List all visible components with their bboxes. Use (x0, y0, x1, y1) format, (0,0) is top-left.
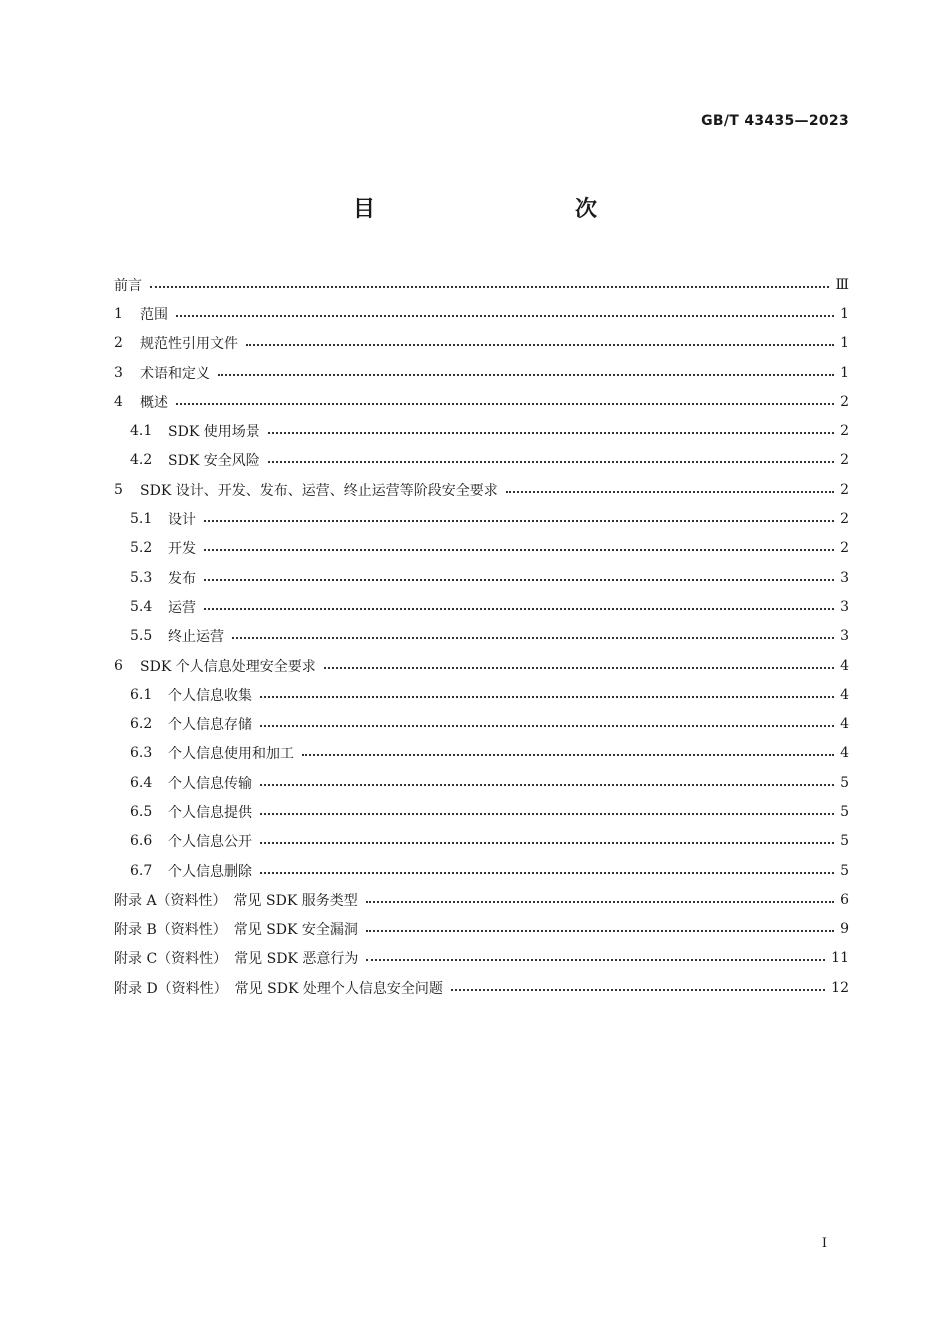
toc-entry-number: 5.2 (130, 540, 153, 557)
toc-dot-leader (260, 872, 834, 874)
toc-entry-label: 个人信息删除 (168, 863, 252, 880)
toc-entry-page: 4 (840, 716, 849, 733)
toc-entry-label: 个人信息收集 (168, 687, 252, 704)
toc-dot-leader (260, 696, 834, 698)
toc-entry-page: 11 (831, 950, 849, 967)
toc-entry-number: 5 (114, 481, 123, 498)
toc-dot-leader (260, 784, 834, 786)
toc-entry-page: 1 (840, 305, 849, 322)
toc-entry-label: 个人信息提供 (168, 804, 252, 821)
toc-entry-number: 6 (114, 657, 123, 674)
toc-entry[interactable] (114, 797, 849, 826)
toc-entry-number: 5.5 (130, 628, 153, 645)
toc-dot-leader (204, 520, 834, 522)
toc-dot-leader (268, 432, 834, 434)
toc-entry-label: SDK 个人信息处理安全要求 (140, 658, 316, 675)
toc-entry[interactable] (114, 915, 849, 944)
toc-entry-page: 2 (840, 423, 849, 440)
toc-entry-page: 1 (840, 364, 849, 381)
toc-dot-leader (366, 959, 825, 961)
toc-entry[interactable] (114, 270, 849, 299)
toc-entry-number: 4.1 (130, 423, 153, 440)
toc-entry-label: 设计 (168, 512, 196, 529)
toc-entry-label: 开发 (168, 541, 196, 558)
toc-entry-label: 个人信息传输 (168, 775, 252, 792)
toc-entry-label: SDK 使用场景 (168, 424, 260, 441)
toc-entry[interactable] (114, 768, 849, 797)
page-number: Ⅰ (821, 1236, 827, 1251)
toc-entry-number: 1 (114, 305, 123, 322)
toc-entry[interactable] (114, 739, 849, 768)
toc-entry[interactable] (114, 563, 849, 592)
toc-entry[interactable] (114, 856, 849, 885)
toc-entry-number: 3 (114, 364, 123, 381)
toc-entry[interactable] (114, 973, 849, 1002)
toc-entry-number: 4 (114, 393, 123, 410)
toc-entry-number: 6.6 (130, 833, 153, 850)
toc-entry-label: 运营 (168, 599, 196, 616)
toc-dot-leader (246, 344, 834, 346)
toc-entry-page: 3 (840, 628, 849, 645)
toc-entry-label: 术语和定义 (140, 365, 210, 382)
toc-dot-leader (260, 725, 834, 727)
toc-entry-page: 4 (840, 657, 849, 674)
toc-dot-leader (302, 754, 834, 756)
toc-entry-number: 6.5 (130, 803, 153, 820)
toc-dot-leader (506, 491, 834, 493)
toc-entry-page: 5 (840, 803, 849, 820)
toc-entry-label: 终止运营 (168, 629, 224, 646)
page-title: 目 次 (352, 197, 649, 222)
toc-entry[interactable] (114, 329, 849, 358)
toc-entry-label: 个人信息使用和加工 (168, 746, 294, 763)
toc-entry-page: 5 (840, 862, 849, 879)
toc-entry-page: 6 (840, 891, 849, 908)
standard-number: GB/T 43435—2023 (701, 113, 849, 129)
toc-entry-page: 2 (840, 511, 849, 528)
toc-entry[interactable] (114, 504, 849, 533)
toc-entry-label: SDK 设计、开发、发布、运营、终止运营等阶段安全要求 (140, 482, 498, 499)
toc-entry-page: 2 (840, 481, 849, 498)
toc-entry-label: 个人信息公开 (168, 834, 252, 851)
toc-entry[interactable] (114, 827, 849, 856)
table-of-contents (114, 270, 849, 1002)
toc-entry-page: 3 (840, 569, 849, 586)
toc-entry-page: 1 (840, 335, 849, 352)
toc-entry-label: 附录 A（资料性） 常见 SDK 服务类型 (114, 892, 358, 909)
toc-entry[interactable] (114, 592, 849, 621)
toc-entry-number: 5.1 (130, 511, 153, 528)
toc-entry-page: Ⅲ (835, 276, 849, 293)
toc-entry-page: 5 (840, 833, 849, 850)
toc-entry-label: 附录 D（资料性） 常见 SDK 处理个人信息安全问题 (114, 980, 443, 997)
toc-entry-page: 12 (831, 979, 849, 996)
toc-dot-leader (204, 549, 834, 551)
toc-entry-label: 范围 (140, 306, 168, 323)
toc-entry-page: 3 (840, 598, 849, 615)
toc-entry-label: SDK 安全风险 (168, 453, 260, 470)
toc-dot-leader (176, 315, 834, 317)
toc-entry[interactable] (114, 446, 849, 475)
toc-dot-leader (150, 286, 829, 288)
toc-entry[interactable] (114, 680, 849, 709)
toc-entry-label: 概述 (140, 394, 168, 411)
toc-entry-number: 6.4 (130, 774, 153, 791)
toc-dot-leader (366, 930, 834, 932)
toc-entry-number: 6.7 (130, 862, 153, 879)
toc-entry-page: 5 (840, 774, 849, 791)
toc-dot-leader (451, 989, 825, 991)
toc-entry[interactable] (114, 885, 849, 914)
toc-entry[interactable] (114, 387, 849, 416)
toc-entry-number: 2 (114, 335, 123, 352)
toc-dot-leader (366, 901, 834, 903)
toc-entry[interactable] (114, 622, 849, 651)
toc-entry-number: 6.2 (130, 716, 153, 733)
toc-dot-leader (324, 667, 834, 669)
toc-entry-label: 规范性引用文件 (140, 336, 238, 353)
toc-entry-page: 2 (840, 393, 849, 410)
toc-dot-leader (260, 813, 834, 815)
toc-dot-leader (176, 403, 834, 405)
toc-entry-label: 附录 C（资料性） 常见 SDK 恶意行为 (114, 951, 359, 968)
toc-entry[interactable] (114, 944, 849, 973)
toc-entry-number: 6.3 (130, 745, 153, 762)
toc-entry[interactable] (114, 299, 849, 328)
toc-entry-page: 9 (840, 921, 849, 938)
toc-entry-label: 个人信息存储 (168, 717, 252, 734)
toc-entry-number: 5.4 (130, 598, 153, 615)
toc-entry-page: 4 (840, 745, 849, 762)
toc-dot-leader (260, 842, 834, 844)
toc-entry[interactable] (114, 358, 849, 387)
toc-entry-number: 6.1 (130, 686, 153, 703)
toc-entry-page: 2 (840, 540, 849, 557)
toc-dot-leader (268, 461, 834, 463)
toc-dot-leader (218, 374, 834, 376)
toc-dot-leader (204, 579, 834, 581)
toc-entry-page: 4 (840, 686, 849, 703)
toc-entry[interactable] (114, 534, 849, 563)
toc-entry-label: 前言 (114, 277, 142, 294)
toc-entry[interactable] (114, 709, 849, 738)
toc-entry[interactable] (114, 475, 849, 504)
toc-dot-leader (204, 608, 834, 610)
toc-entry-label: 发布 (168, 570, 196, 587)
toc-entry[interactable] (114, 651, 849, 680)
toc-entry[interactable] (114, 416, 849, 445)
toc-dot-leader (232, 637, 834, 639)
toc-entry-number: 4.2 (130, 452, 153, 469)
toc-entry-number: 5.3 (130, 569, 153, 586)
toc-entry-label: 附录 B（资料性） 常见 SDK 安全漏洞 (114, 922, 358, 939)
toc-entry-page: 2 (840, 452, 849, 469)
